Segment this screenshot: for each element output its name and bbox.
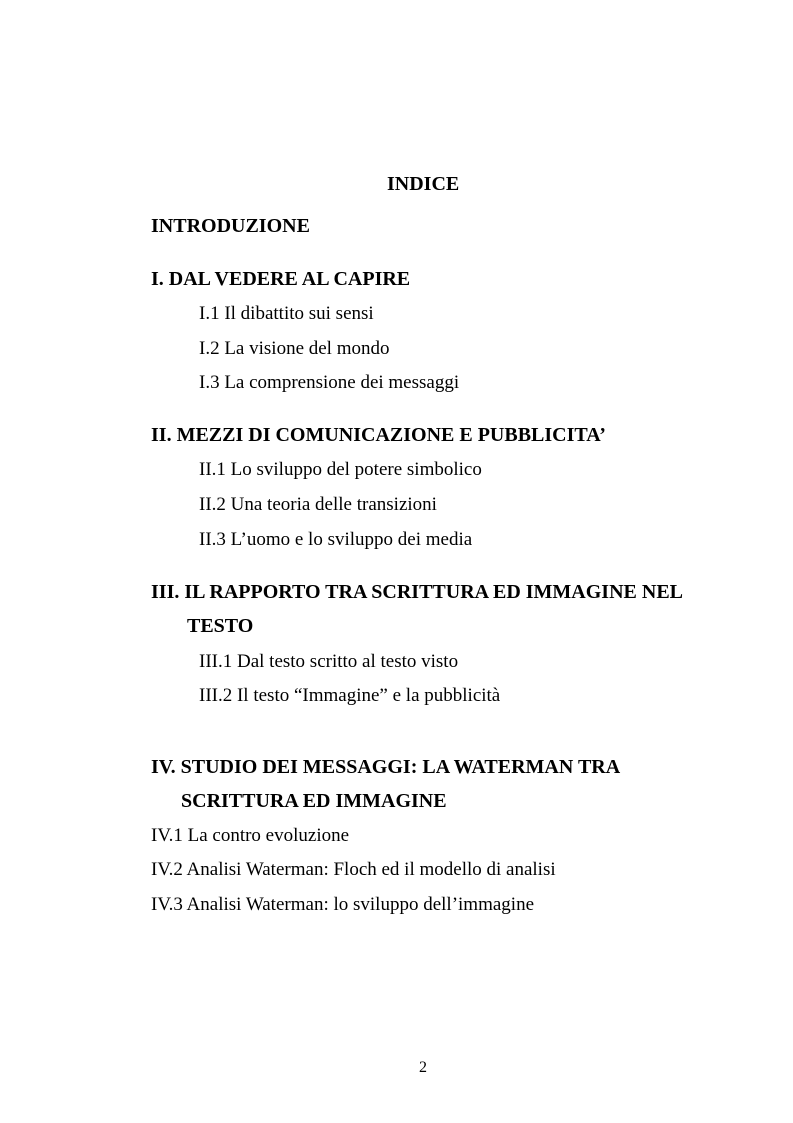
toc-section-4-2: IV.2 Analisi Waterman: Floch ed il modello di analisi xyxy=(151,859,556,880)
toc-section-3-1: III.1 Dal testo scritto al testo visto xyxy=(199,651,459,672)
toc-chapter-2-title: II. MEZZI DI COMUNICAZIONE E PUBBLICITA’ xyxy=(151,424,606,446)
toc-section-3-2: III.2 Il testo “Immagine” e la pubblicità xyxy=(199,685,501,706)
toc-section-1-2: I.2 La visione del mondo xyxy=(199,338,390,359)
toc-chapter-4-title: IV. STUDIO DEI MESSAGGI: LA WATERMAN TRA xyxy=(151,756,621,778)
toc-chapter-3-title: III. IL RAPPORTO TRA SCRITTURA ED IMMAGINE NEL xyxy=(151,581,683,603)
toc-section-1-1: I.1 Il dibattito sui sensi xyxy=(199,303,374,324)
toc-introduction: INTRODUZIONE xyxy=(151,215,310,237)
toc-section-4-3: IV.3 Analisi Waterman: lo sviluppo dell’immagine xyxy=(151,894,534,915)
toc-chapter-3-title-cont: TESTO xyxy=(187,615,254,637)
toc-section-2-2: II.2 Una teoria delle transizioni xyxy=(199,494,437,515)
toc-chapter-4-title-cont: SCRITTURA ED IMMAGINE xyxy=(181,790,447,812)
toc-section-4-1: IV.1 La contro evoluzione xyxy=(151,825,350,846)
page-title: INDICE xyxy=(387,173,460,195)
toc-section-2-1: II.1 Lo sviluppo del potere simbolico xyxy=(199,459,482,480)
toc-chapter-1-title: I. DAL VEDERE AL CAPIRE xyxy=(151,268,411,290)
page-number: 2 xyxy=(419,1059,427,1076)
toc-section-2-3: II.3 L’uomo e lo sviluppo dei media xyxy=(199,529,473,550)
toc-section-1-3: I.3 La comprensione dei messaggi xyxy=(199,372,460,393)
